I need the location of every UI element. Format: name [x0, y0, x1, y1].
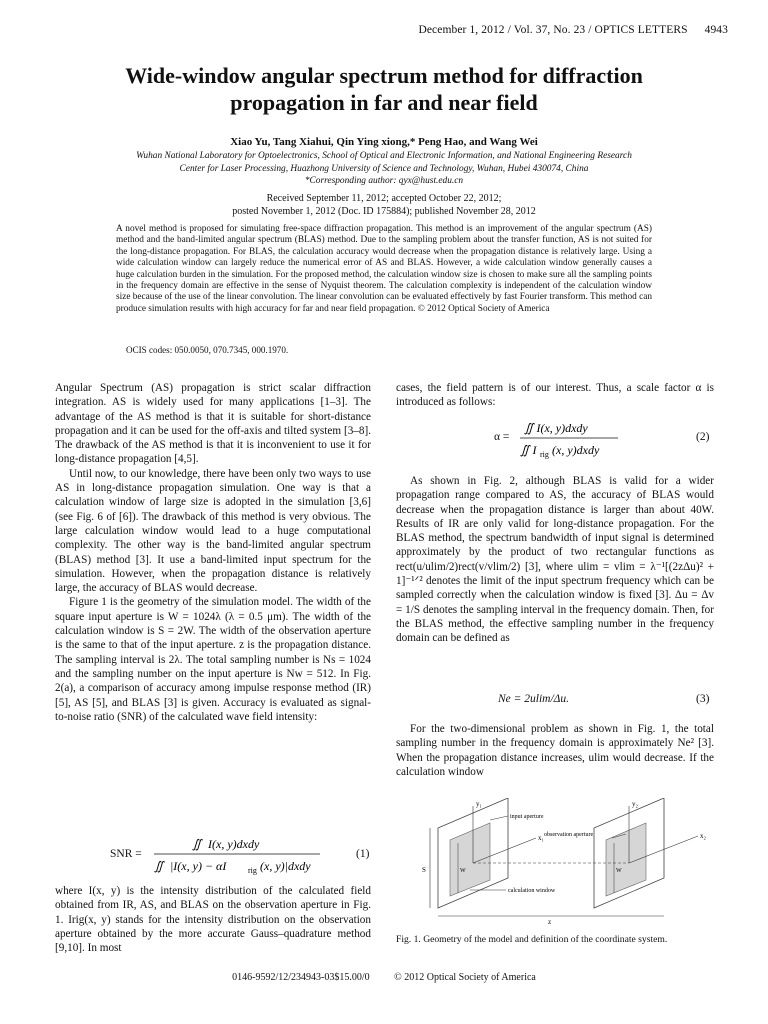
figure-1-caption: Fig. 1. Geometry of the model and definition of the coordinate system.: [396, 934, 668, 945]
left-paragraph-3: Figure 1 is the geometry of the simulation model. The width of the square input aperture is W = 1024λ (λ = 0.5 μm). The width of the calculation window is S = 2W. The width of the observation aperture is the same to that of the input aperture. z is the propagation distance. The sampling interval is 2λ. The total sampling number is Ns = 1024 and the sampling number on the input aperture is Nw = 512. In Fig. 2(a), a comparison of accuracy among impulse response method (IR) [5], AS [5], and BLAS [3] is given. Accuracy is evaluated as signal-to-noise ratio (SNR) of the calculated wave field intensity:: [55, 596, 371, 723]
ocis-codes: OCIS codes: 050.0050, 070.7345, 000.1970.: [126, 345, 289, 355]
abstract: A novel method is proposed for simulating free-space diffraction propagation. This method is an improvement of the angular spectrum (AS) method and the band-limited angular spectrum (BLAS) method. Due to the sampling problem about the transfer function, AS is not suited for the long-distance propagation. For BLAS, the calculation accuracy would decrease when the propagation distance is relatively large. Using a wide calculation window can largely reduce the numerical error of AS and BLAS. However, a wide calculation window generally causes a huge calculation burden in the simulation. For the proposed method, the calculation window size is chosen to make sure all the sampling points in the frequency domain are effective in the sense of Nyquist theorem. The calculation complexity is independent of the calculation window size because of the use of the linear convolution. The linear convolution can be evaluated effectively by fast Fourier transform. This method can produce simulation results with high accuracy for far and near field propagation. © 2012 Optical Society of America: [116, 224, 652, 314]
svg-text:∬: ∬: [192, 837, 202, 851]
affiliation: [40, 150, 728, 188]
equation-3-number: (3): [696, 693, 710, 705]
left-column: [55, 381, 371, 811]
right-column-block-2: [396, 474, 714, 646]
equation-2-label: α =: [494, 431, 510, 443]
label-x1: x₁: [538, 834, 544, 842]
title-line-2: propagation in far and near field: [230, 90, 538, 115]
footer-code: 0146-9592/12/234943-03$15.00/0: [232, 972, 370, 983]
authors: Xiao Yu, Tang Xiahui, Qin Ying xiong,* Peng Hao, and Wang Wei: [230, 136, 538, 148]
left-column-continued: [55, 884, 371, 964]
paper-title: [40, 62, 728, 116]
corresponding-author: *Corresponding author: qyx@hust.edu.cn: [304, 176, 464, 186]
svg-text:∬ I: ∬ I: [520, 443, 537, 457]
label-calculation-window: calculation window: [508, 888, 556, 894]
svg-text:∬ I(x, y)dxdy: ∬ I(x, y)dxdy: [524, 421, 588, 435]
figure-1-geometry: [398, 798, 716, 928]
label-observation-aperture: observation aperture: [544, 832, 594, 838]
left-paragraph-1: Angular Spectrum (AS) propagation is strict scalar diffraction integration. AS is widely used for many applications [1–3]. The advantage of the AS method is that it is suitable for short-distance propagation and it can be used for the off-axis and tilted system [3–8]. The drawback of the AS method is that it is inconvenient to use it for long-distance propagation [4,5].: [55, 382, 371, 466]
title-line-1: Wide-window angular spectrum method for diffraction: [125, 63, 643, 88]
svg-text:|I(x, y) − αI: |I(x, y) − αI: [170, 859, 227, 873]
footer-copyright: © 2012 Optical Society of America: [394, 972, 536, 983]
footer: [0, 972, 768, 983]
svg-text:rig: rig: [540, 450, 549, 459]
right-paragraph-1: cases, the field pattern is of our interest. Thus, a scale factor α is introduced as follows:: [396, 382, 714, 409]
page-number: 4943: [704, 24, 728, 36]
running-head: [418, 24, 728, 36]
affiliation-line-1: Wuhan National Laboratory for Optoelectronics, School of Optical and Electronic Information, and National Engineering Research: [136, 151, 632, 161]
received-line-1: Received September 11, 2012; accepted October 22, 2012;: [266, 193, 502, 204]
equation-1-number: (1): [356, 848, 370, 860]
svg-text:(x, y)dxdy: (x, y)dxdy: [552, 443, 600, 457]
svg-text:(x, y)|dxdy: (x, y)|dxdy: [260, 859, 311, 873]
left-paragraph-2: Until now, to our knowledge, there have been only two ways to use AS in long-distance propagation simulation. One way is that a calculation window of large size is adopted in the simulation [3,6] (see Fig. 6 of [6]). The drawback of this method is very obvious. The large calculation window would lead to a huge computational complexity. The other way is the band-limited angular spectrum (BLAS) method [3]. It use a band-limited input spectrum for the simulation. However, when the propagation distance is relatively large, the accuracy of BLAS would decrease.: [55, 467, 371, 595]
input-label-leader: [490, 816, 508, 820]
observation-aperture-rect: [606, 823, 646, 896]
equation-1-label: SNR =: [110, 848, 142, 860]
label-z: z: [548, 918, 552, 926]
right-paragraph-2: As shown in Fig. 2, although BLAS is valid for a wider propagation range compared to AS, the accuracy of BLAS would decrease when the propagation distance is larger than about 40W. Results of IR are only valid for long-distance propagation. For the BLAS method, the spectrum bandwidth of input signal is determined approximately by the product of two rectangular functions as rect(u/ulim/2)rect(v/vlim/2) [3], where ulim = vlim = λ⁻¹[(2zΔu)² + 1]⁻¹ᐟ² denotes the limit of the input spectrum frequency which can be sampled correctly when the calculation window is fixed [3]. Δu = Δv = 1/S denotes the sampling interval in the frequency domain. Then, for the BLAS method, the effective sampling number in the frequency domain can be defined as: [396, 475, 714, 645]
received-line-2: posted November 1, 2012 (Doc. ID 175884); published November 28, 2012: [232, 205, 536, 217]
affiliation-line-2: Center for Laser Processing, Huazhong University of Science and Technology, Wuhan, Hubei 430074, China: [179, 163, 589, 174]
label-y2: y₂: [632, 800, 638, 808]
input-aperture-rect: [450, 823, 490, 896]
right-column: [396, 381, 714, 411]
label-S: S: [422, 866, 426, 874]
svg-text:I(x, y)dxdy: I(x, y)dxdy: [208, 837, 260, 851]
svg-text:rig: rig: [248, 866, 257, 875]
svg-text:∬: ∬: [154, 859, 164, 873]
equation-2: [518, 416, 628, 460]
equation-3: Ne = 2ulim/Δu.: [498, 693, 570, 705]
journal-info: December 1, 2012 / Vol. 37, No. 23 / OPTICS LETTERS: [418, 24, 688, 36]
label-y1: y₁: [476, 800, 482, 808]
equation-1: [152, 832, 322, 876]
equation-2-number: (2): [696, 431, 710, 443]
label-W: W: [460, 868, 466, 874]
label-input-aperture: input aperture: [510, 814, 544, 820]
right-paragraph-3: For the two-dimensional problem as shown in Fig. 1, the total sampling number in the frequency domain is approximately Ne² [3]. When the propagation distance increases, ulim would decrease. If the calculation window: [396, 723, 714, 778]
label-x2: x₂: [700, 832, 706, 840]
left-paragraph-4: where I(x, y) is the intensity distribution of the calculated field obtained from IR, AS, and BLAS on the observation aperture in Fig. 1. Irig(x, y) stands for the intensity distribution on the observation aperture obtained by the more accurate Gauss–quadrature method [9,10]. In most: [55, 885, 371, 955]
right-column-block-3: [396, 722, 714, 779]
received-dates: [40, 193, 728, 218]
label-W2: W: [616, 868, 622, 874]
